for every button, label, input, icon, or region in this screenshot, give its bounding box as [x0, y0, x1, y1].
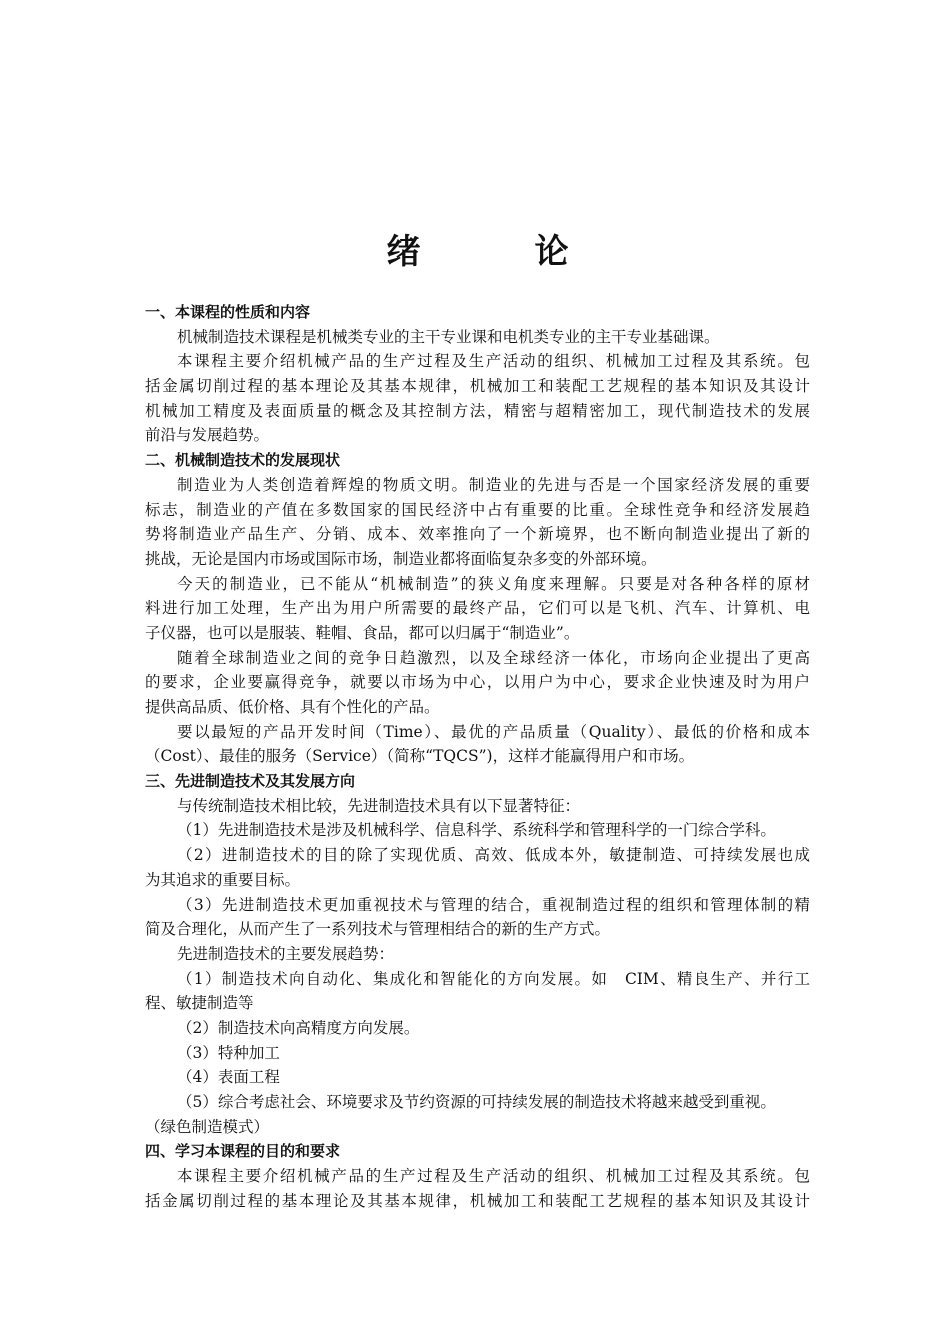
paragraph-line: 机械加工精度及表面质量的概念及其控制方法，精密与超精密加工，现代制造技术的发展	[145, 401, 810, 420]
paragraph-line: 要以最短的产品开发时间（Time）、最优的产品质量（Quality）、最低的价格和成本	[177, 722, 810, 741]
paragraph-line: 今天的制造业，已不能从“机械制造”的狭义角度来理解。只要是对各种各样的原材	[177, 574, 810, 593]
paragraph-line: 前沿与发展趋势。	[145, 426, 270, 445]
paragraph-line: 括金属切削过程的基本理论及其基本规律，机械加工和装配工艺规程的基本知识及其设计	[145, 1191, 810, 1210]
paragraph-line: （2）制造技术向高精度方向发展。	[177, 1018, 420, 1037]
paragraph-line: 的要求，企业要赢得竞争，就要以市场为中心，以用户为中心，要求企业快速及时为用户	[145, 673, 810, 692]
paragraph-line: 提供高品质、低价格、具有个性化的产品。	[145, 698, 440, 716]
paragraph-line: 与传统制造技术相比较，先进制造技术具有以下显著特征：	[177, 796, 581, 815]
paragraph-line: 标志，制造业的产值在多数国家的国民经济中占有重要的比重。全球性竞争和经济发展趋	[145, 500, 810, 519]
paragraph-line: 子仪器，也可以是服装、鞋帽、食品，都可以归属于“制造业”。	[145, 623, 580, 642]
paragraph-line: （5）综合考虑社会、环境要求及节约资源的可持续发展的制造技术将越来越受到重视。	[177, 1093, 776, 1111]
document-body	[145, 300, 810, 1213]
paragraph-line: 本课程主要介绍机械产品的生产过程及生产活动的组织、机械加工过程及其系统。包	[177, 352, 810, 371]
paragraph-line: 先进制造技术的主要发展趋势：	[177, 944, 395, 963]
paragraph-line: 料进行加工处理，生产出为用户所需要的最终产品，它们可以是飞机、汽车、计算机、电	[145, 599, 810, 618]
page-title: 绪 论	[386, 232, 609, 272]
paragraph-line: （3）特种加工	[177, 1043, 280, 1062]
paragraph-line: 机械制造技术课程是机械类专业的主干专业课和电机类专业的主干专业基础课。	[177, 327, 720, 346]
paragraph-line: （4）表面工程	[177, 1068, 280, 1087]
paragraph-line: （3）先进制造技术更加重视技术与管理的结合，重视制造过程的组织和管理体制的精	[177, 895, 810, 914]
paragraph-line: （2）进制造技术的目的除了实现优质、高效、低成本外，敏捷制造、可持续发展也成	[177, 846, 810, 865]
section-heading: 一、本课程的性质和内容	[145, 303, 311, 321]
section-heading: 三、先进制造技术及其发展方向	[145, 772, 356, 791]
paragraph-line: （1）制造技术向自动化、集成化和智能化的方向发展。如 CIM、精良生产、并行工	[177, 969, 810, 988]
paragraph-line: 挑战，无论是国内市场或国际市场，制造业都将面临复杂多变的外部环境。	[145, 549, 657, 568]
paragraph-line: 势将制造业产品生产、分销、成本、效率推向了一个新境界，也不断向制造业提出了新的	[145, 525, 810, 544]
paragraph-line: （1）先进制造技术是涉及机械科学、信息科学、系统科学和管理科学的一门综合学科。	[177, 821, 776, 840]
paragraph-line: 括金属切削过程的基本理论及其基本规律，机械加工和装配工艺规程的基本知识及其设计	[145, 377, 810, 396]
paragraph-line: 本课程主要介绍机械产品的生产过程及生产活动的组织、机械加工过程及其系统。包	[177, 1167, 810, 1186]
paragraph-line: （绿色制造模式）	[145, 1117, 270, 1136]
paragraph-line: 随着全球制造业之间的竞争日趋激烈，以及全球经济一体化，市场向企业提出了更高	[177, 648, 810, 667]
paragraph-line: （Cost）、最佳的服务（Service）（简称“TQCS”)，这样才能赢得用户和市场。	[145, 747, 695, 766]
paragraph-line: 程、敏捷制造等	[145, 994, 254, 1013]
section-heading: 四、学习本课程的目的和要求	[145, 1142, 341, 1161]
paragraph-line: 为其追求的重要目标。	[145, 870, 301, 889]
paragraph-line: 制造业为人类创造着辉煌的物质文明。制造业的先进与否是一个国家经济发展的重要	[177, 475, 810, 494]
section-heading: 二、机械制造技术的发展现状	[145, 451, 341, 470]
paragraph-line: 简及合理化，从而产生了一系列技术与管理相结合的新的生产方式。	[145, 920, 611, 939]
